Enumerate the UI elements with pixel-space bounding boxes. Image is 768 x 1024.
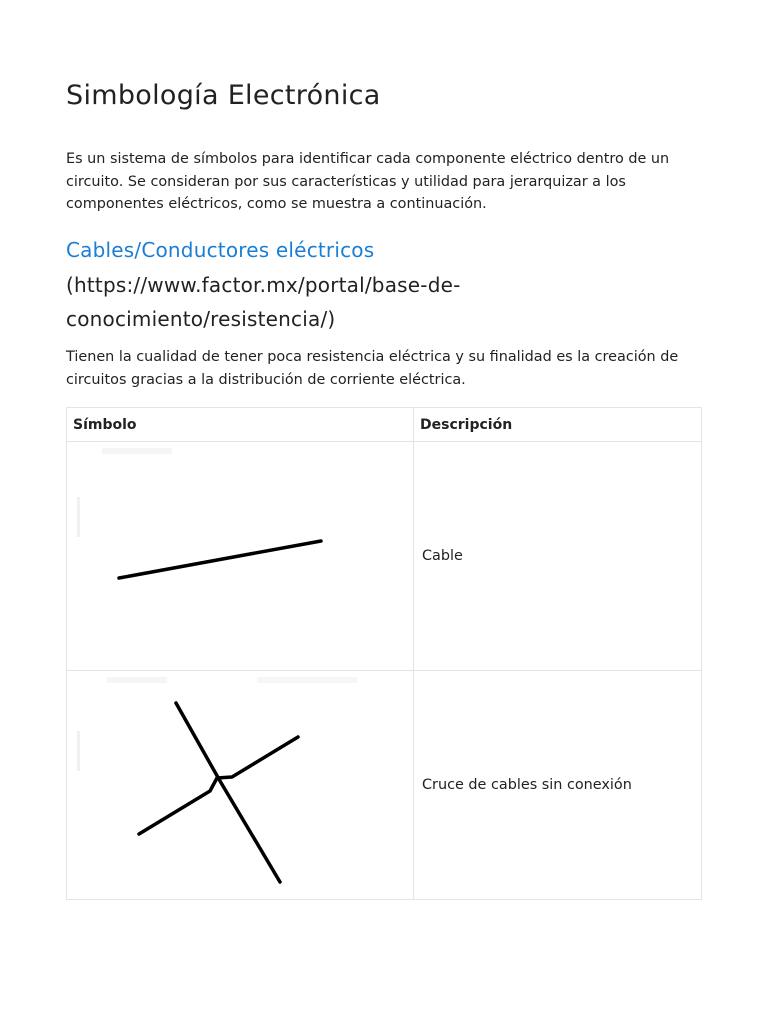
header-symbol: Símbolo — [67, 408, 414, 442]
section-url: (https://www.factor.mx/portal/base-de-conocimiento/resistencia/) — [66, 272, 461, 331]
page-title: Simbología Electrónica — [66, 80, 381, 111]
section-heading — [66, 233, 706, 337]
table-row — [67, 442, 702, 671]
header-description: Descripción — [414, 408, 702, 442]
description-cell: Cruce de cables sin conexión — [414, 671, 702, 900]
section-paragraph: Tienen la cualidad de tener poca resistencia eléctrica y su finalidad es la creación de circuitos gracias a la distribución de corriente eléctrica. — [66, 349, 679, 388]
crossing-without-connection-symbol-icon — [67, 671, 413, 899]
intro-paragraph: Es un sistema de símbolos para identificar cada componente eléctrico dentro de un circuito. Se consideran por sus características y utilidad para jerarquizar a los componentes eléctricos, como se muestra a continuación. — [66, 151, 670, 212]
description-cell: Cable — [414, 442, 702, 671]
symbol-cell — [67, 671, 414, 900]
section-link[interactable]: Cables/Conductores eléctricos — [66, 238, 375, 262]
symbol-cell — [67, 442, 414, 671]
cable-symbol-icon — [67, 442, 413, 670]
table-row — [67, 671, 702, 900]
table-header-row — [67, 408, 702, 442]
symbol-table — [66, 407, 702, 900]
